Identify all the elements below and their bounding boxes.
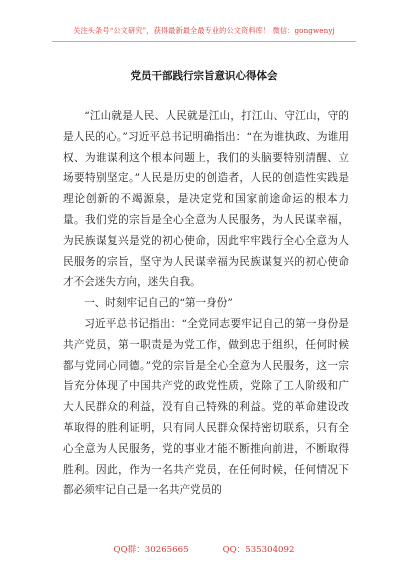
header-divider	[52, 41, 356, 42]
header-banner: 关注头条号“公文研究”，获得最新最全最专业的公文资料库！ 微信：gongwenyj	[73, 26, 335, 35]
document-title: 党员干部践行宗旨意识心得体会	[130, 70, 278, 82]
document-body	[63, 106, 349, 501]
footer-qq: QQ：535304092	[222, 545, 295, 555]
section-heading: 一、时刻牢记自己的“第一身份”	[84, 297, 233, 310]
footer-qq-group: QQ群：30265665	[113, 545, 189, 555]
paragraph-intro: “江山就是人民、人民就是江山，打江山、守江山，守的是人民的心。”习近平总书记明确指出：“在为谁执政、为谁用权、为谁谋利这个根本问题上，我们的头脑要特别清醒、立场要特别坚定。”人民是历史的创造者，人民的创造性实践是理论创新的不竭源泉，是决定党和国家前途命运的根本力量。我们党的宗旨是全心全意为人民服务，为人民谋幸福，为民族谋复兴是党的初心使命，因此牢牢践行全心全意为人民服务的宗旨，坚守为人民谋幸福为民族谋复兴的初心使命才不会迷失方向，迷失自我。	[63, 110, 349, 289]
paragraph-section-1: 习近平总书记指出：“全党同志要牢记自己的第一身份是共产党员，第一职责是为党工作，做到忠于组织，任何时候都与党同心同德。”党的宗旨是全心全意为人民服务，这一宗旨充分体现了中国共产党的政党性质，党除了工人阶级和广大人民群众的利益，没有自己特殊的利益。党的革命建设改革取得的胜利证明，只有同人民群众保持密切联系，只有全心全意为人民服务，党的事业才能不断推向前进，不断取得胜利。因此，作为一名共产党员，在任何时候，任何情况下都必须牢记自己是一名共产党员的	[63, 317, 349, 497]
footer-contact	[0, 544, 408, 556]
